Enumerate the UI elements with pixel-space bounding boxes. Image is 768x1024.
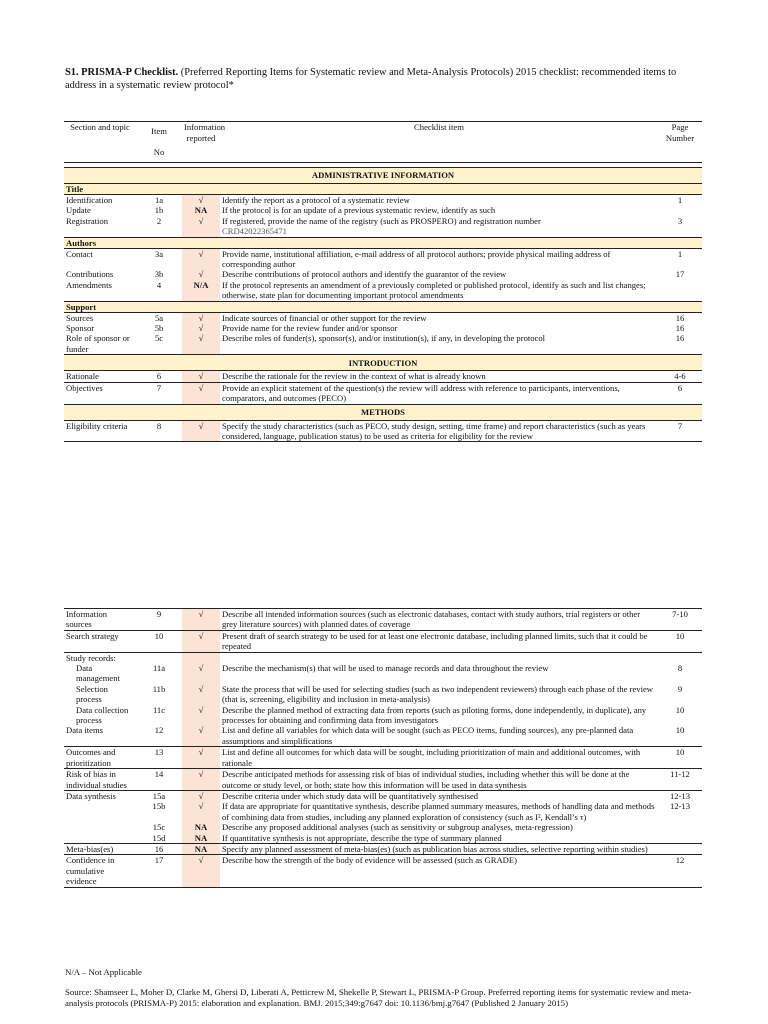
- row-item: 5b: [154, 323, 164, 334]
- row-info: √: [182, 663, 220, 684]
- row-page: [658, 280, 702, 301]
- table-row: [64, 312, 702, 323]
- subsection-row: [64, 184, 702, 195]
- row-item: 5a: [154, 312, 164, 323]
- row-item: 11a: [152, 663, 166, 674]
- row-page: [658, 822, 702, 832]
- row-info: √: [182, 855, 220, 887]
- row-item: 2: [136, 216, 182, 237]
- row-info: NA: [182, 833, 220, 844]
- row-desc: Provide name for the review funder and/or sponsor: [222, 323, 398, 334]
- table-row: [64, 843, 702, 854]
- row-info: √: [182, 248, 220, 269]
- row-item: 16: [136, 843, 182, 854]
- row-item: 3a: [154, 248, 164, 259]
- row-section: Information sources: [64, 609, 136, 631]
- header-item-label: Item: [151, 126, 167, 137]
- row-section: Search strategy: [64, 630, 136, 652]
- table-row: [64, 323, 702, 333]
- section-admin: ADMINISTRATIVE INFORMATION: [64, 168, 702, 184]
- row-desc: If the protocol represents an amendment of a previously completed or published protocol, identify as such and list changes; otherwise, state plan for documenting important protocol amendments: [220, 280, 658, 301]
- row-desc: Present draft of search strategy to be used for at least one electronic database, including planned limits, such that it could be repeated: [220, 630, 658, 652]
- row-section: Objectives: [66, 382, 103, 393]
- row-page: 7-10: [658, 609, 702, 631]
- row-desc: If quantitative synthesis is not appropriate, describe the type of summary planned: [220, 833, 658, 844]
- row-section: Meta-bias(es): [64, 843, 136, 854]
- row-desc: Specify any planned assessment of meta-bias(es) (such as publication bias across studies, selective reporting within studies): [220, 843, 658, 854]
- row-page: 16: [675, 312, 685, 323]
- subsection-title: Title: [64, 184, 702, 195]
- header-item-no: No: [153, 147, 165, 158]
- row-desc: Describe criteria under which study data will be quantitatively synthesised: [222, 790, 479, 801]
- table-row: [64, 833, 702, 844]
- row-section: Sources: [66, 312, 94, 323]
- table-row: [64, 822, 702, 832]
- row-info: √: [182, 312, 220, 323]
- row-page: 10: [658, 630, 702, 652]
- row-page: 12: [658, 855, 702, 887]
- table-row: [64, 769, 702, 791]
- row-info: √: [182, 371, 220, 382]
- footnote-na: N/A – Not Applicable: [65, 967, 142, 977]
- row-section: Role of sponsor or funder: [66, 333, 130, 354]
- table-row: [64, 747, 702, 769]
- row-desc: If the protocol is for an update of a previous systematic review, identify as such: [222, 205, 496, 216]
- row-item: 11c: [152, 704, 166, 715]
- table-row: [64, 382, 702, 404]
- row-info: N/A: [182, 280, 220, 301]
- row-section: [64, 833, 136, 844]
- table-row: [64, 269, 702, 279]
- table-header-row: [64, 122, 702, 163]
- row-section: Data management: [76, 663, 120, 684]
- row-section: Identification: [66, 195, 113, 205]
- row-item: 1b: [154, 205, 164, 216]
- row-page: 9: [677, 683, 683, 694]
- row-info: √: [182, 269, 220, 279]
- table-row: [64, 205, 702, 215]
- row-info: √: [182, 609, 220, 631]
- row-section: [64, 822, 136, 832]
- row-section: Risk of bias in individual studies: [64, 769, 136, 791]
- row-section: Data items: [64, 725, 136, 746]
- table-row: [64, 630, 702, 652]
- row-info: √: [182, 630, 220, 652]
- row-item: 11b: [152, 683, 166, 694]
- header-item: [136, 122, 182, 163]
- section-band: [64, 168, 702, 184]
- row-page: 12-13: [669, 790, 691, 801]
- row-info: √: [182, 216, 220, 237]
- header-section: Section and topic: [64, 122, 136, 163]
- row-section: Update: [66, 205, 91, 216]
- row-info: √: [182, 420, 220, 442]
- row-page: 10: [675, 704, 685, 715]
- row-desc: Describe any proposed additional analyses (such as sensitivity or subgroup analyses, meta-regression): [222, 822, 573, 833]
- row-desc: [220, 216, 658, 237]
- page-heading: [65, 67, 705, 92]
- row-page: 4-6: [658, 371, 702, 382]
- checklist-table-part-2: [64, 608, 702, 888]
- row-info: √: [182, 790, 220, 801]
- subsection-authors: Authors: [64, 237, 702, 248]
- table-row: [64, 725, 702, 746]
- row-desc: Indicate sources of financial or other support for the review: [222, 312, 427, 323]
- row-section: Data synthesis: [66, 790, 116, 801]
- row-item: 1a: [154, 195, 164, 205]
- row-item: 15b: [152, 801, 166, 812]
- section-band: [64, 404, 702, 420]
- row-section: Sponsor: [66, 323, 95, 334]
- header-checklist: Checklist item: [220, 122, 658, 163]
- table-row: [64, 280, 702, 301]
- row-item: 4: [136, 280, 182, 301]
- table-row: [64, 333, 702, 354]
- row-section: Contact: [66, 248, 93, 259]
- row-info: √: [182, 382, 220, 404]
- row-item: 5c: [154, 333, 164, 344]
- table-row: [64, 663, 702, 684]
- row-desc: Describe how the strength of the body of evidence will be assessed (such as GRADE): [220, 855, 658, 887]
- table-row: [64, 371, 702, 382]
- row-page: 17: [675, 269, 685, 280]
- row-section: Outcomes and prioritization: [64, 747, 136, 769]
- table-row: [64, 855, 702, 887]
- row-info: √: [182, 769, 220, 791]
- row-info: √: [182, 801, 220, 822]
- row-item: 15d: [136, 833, 182, 844]
- table-row: [64, 790, 702, 801]
- row-info: √: [182, 684, 220, 705]
- table-row: [64, 420, 702, 442]
- row-page: 11-12: [658, 769, 702, 791]
- row-info: √: [182, 705, 220, 726]
- row-desc: Describe the planned method of extracting data from reports (such as piloting forms, done independently, in duplicate), any processes for obtaining and confirming data from investigators: [222, 704, 647, 726]
- heading-rest: (Preferred Reporting Items for Systematic review and Meta-Analysis Protocols) 2015 checklist: recommended items to address in a systematic review protocol*: [65, 67, 677, 91]
- row-desc-text: If registered, provide the name of the registry (such as PROSPERO) and registration number: [222, 215, 541, 226]
- row-page: [658, 843, 702, 854]
- row-item: 15c: [152, 822, 166, 833]
- row-page: [658, 205, 702, 215]
- table-row: [64, 248, 702, 269]
- row-section: Confidence in cumulative evidence: [64, 855, 136, 887]
- row-desc: Describe the mechanism(s) that will be used to manage records and data throughout the review: [222, 663, 549, 674]
- table-row: [64, 705, 702, 726]
- row-section: Registration: [64, 216, 136, 237]
- row-info: √: [182, 725, 220, 746]
- row-item: 15a: [152, 790, 166, 801]
- row-desc: Describe roles of funder(s), sponsor(s), and/or institution(s), if any, in developing the protocol: [222, 333, 546, 344]
- row-page: 7: [658, 420, 702, 442]
- row-page: 10: [658, 747, 702, 769]
- checklist-table-part-1: [64, 121, 702, 442]
- study-records-label: Study records:: [66, 652, 116, 663]
- row-info: √: [182, 333, 220, 354]
- table-row: [64, 609, 702, 631]
- row-desc: Specify the study characteristics (such as PECO, study design, setting, time frame) and report characteristics (such as years considered, language, publication status) to be used as criteria for eligibility for the review: [220, 420, 658, 442]
- row-item: 10: [136, 630, 182, 652]
- row-section: Contributions: [66, 269, 114, 280]
- footnote-source: Source: Shamseer L, Moher D, Clarke M, Ghersi D, Liberati A, Petticrew M, Shekelle P, Stewart L, PRISMA-P Group. Preferred reporting items for systematic review and meta-analysis protocols (PRISMA-P) 2015: elaboration and explanation. BMJ. 2015;349:g7647 doi: 10.1136/bmj.g7647 (Published 2 January 2015): [65, 987, 692, 1008]
- row-item: 12: [136, 725, 182, 746]
- row-page: 16: [675, 333, 685, 344]
- row-desc: Describe the rationale for the review in the context of what is already known: [220, 371, 658, 382]
- row-section: [64, 801, 136, 822]
- row-info: NA: [182, 205, 220, 215]
- section-band: [64, 355, 702, 371]
- row-item: 3b: [154, 269, 164, 280]
- row-info: NA: [182, 843, 220, 854]
- row-section: Data collection process: [76, 704, 129, 726]
- row-page: 1: [677, 248, 683, 259]
- row-section: Amendments: [64, 280, 136, 301]
- row-item: 7: [156, 382, 162, 393]
- table-row: [64, 216, 702, 237]
- row-desc: List and define all outcomes for which data will be sought, including prioritization of main and additional outcomes, with rationale: [220, 747, 658, 769]
- row-page: 1: [677, 195, 683, 205]
- row-page: 10: [658, 725, 702, 746]
- table-row: [64, 195, 702, 206]
- row-info: NA: [182, 822, 220, 832]
- row-section: Eligibility criteria: [64, 420, 136, 442]
- row-desc: Describe contributions of protocol authors and identify the guarantor of the review: [222, 269, 507, 280]
- row-desc: If data are appropriate for quantitative synthesis, describe planned summary measures, methods of handling data and methods of combining data from studies, including any planned exploration of consistency (such as I², Kendall’s τ): [222, 801, 655, 822]
- row-page: 3: [658, 216, 702, 237]
- row-item: 8: [136, 420, 182, 442]
- row-section: Rationale: [64, 371, 136, 382]
- row-item: 14: [136, 769, 182, 791]
- row-page: 6: [677, 382, 683, 393]
- row-page: 8: [677, 663, 683, 674]
- header-info: Information reported: [182, 122, 220, 163]
- header-page: Page Number: [658, 122, 702, 163]
- subsection-row: [64, 237, 702, 248]
- table-row: [64, 652, 702, 663]
- row-page: 12-13: [669, 801, 691, 812]
- row-desc: Identify the report as a protocol of a systematic review: [222, 195, 410, 205]
- row-desc: Provide an explicit statement of the question(s) the review will address with reference to participants, interventions, comparators, and outcomes (PECO): [222, 382, 620, 404]
- heading-bold: S1. PRISMA-P Checklist.: [65, 67, 179, 78]
- row-page: [658, 833, 702, 844]
- registration-number: CRD42022365471: [222, 226, 287, 237]
- row-info: √: [182, 323, 220, 333]
- row-desc: State the process that will be used for selecting studies (such as two independent reviewers) through each phase of the review (that is, screening, eligibility and inclusion in meta-analysis): [222, 683, 653, 705]
- section-methods: METHODS: [64, 404, 702, 420]
- section-intro: INTRODUCTION: [64, 355, 702, 371]
- row-section: Selection process: [76, 683, 108, 705]
- row-item: 9: [136, 609, 182, 631]
- row-info: √: [182, 747, 220, 769]
- row-item: 6: [136, 371, 182, 382]
- row-info: √: [182, 195, 220, 206]
- row-page: 16: [675, 323, 685, 334]
- row-desc: Describe all intended information sources (such as electronic databases, contact with study authors, trial registers or other grey literature sources) with planned dates of coverage: [220, 609, 658, 631]
- table-row: [64, 684, 702, 705]
- table-row: [64, 801, 702, 822]
- row-desc: Describe anticipated methods for assessing risk of bias of individual studies, including whether this will be done at the outcome or study level, or both; state how this information will be used in data synthesis: [220, 769, 658, 791]
- row-item: 13: [136, 747, 182, 769]
- subsection-row: [64, 301, 702, 312]
- row-item: 17: [136, 855, 182, 887]
- row-desc: Provide name, institutional affiliation, e-mail address of all protocol authors; provide physical mailing address of corresponding author: [222, 248, 611, 270]
- subsection-support: Support: [64, 301, 702, 312]
- row-desc: List and define all variables for which data will be sought (such as PECO items, funding sources), any pre-planned data assumptions and simplifications: [220, 725, 658, 746]
